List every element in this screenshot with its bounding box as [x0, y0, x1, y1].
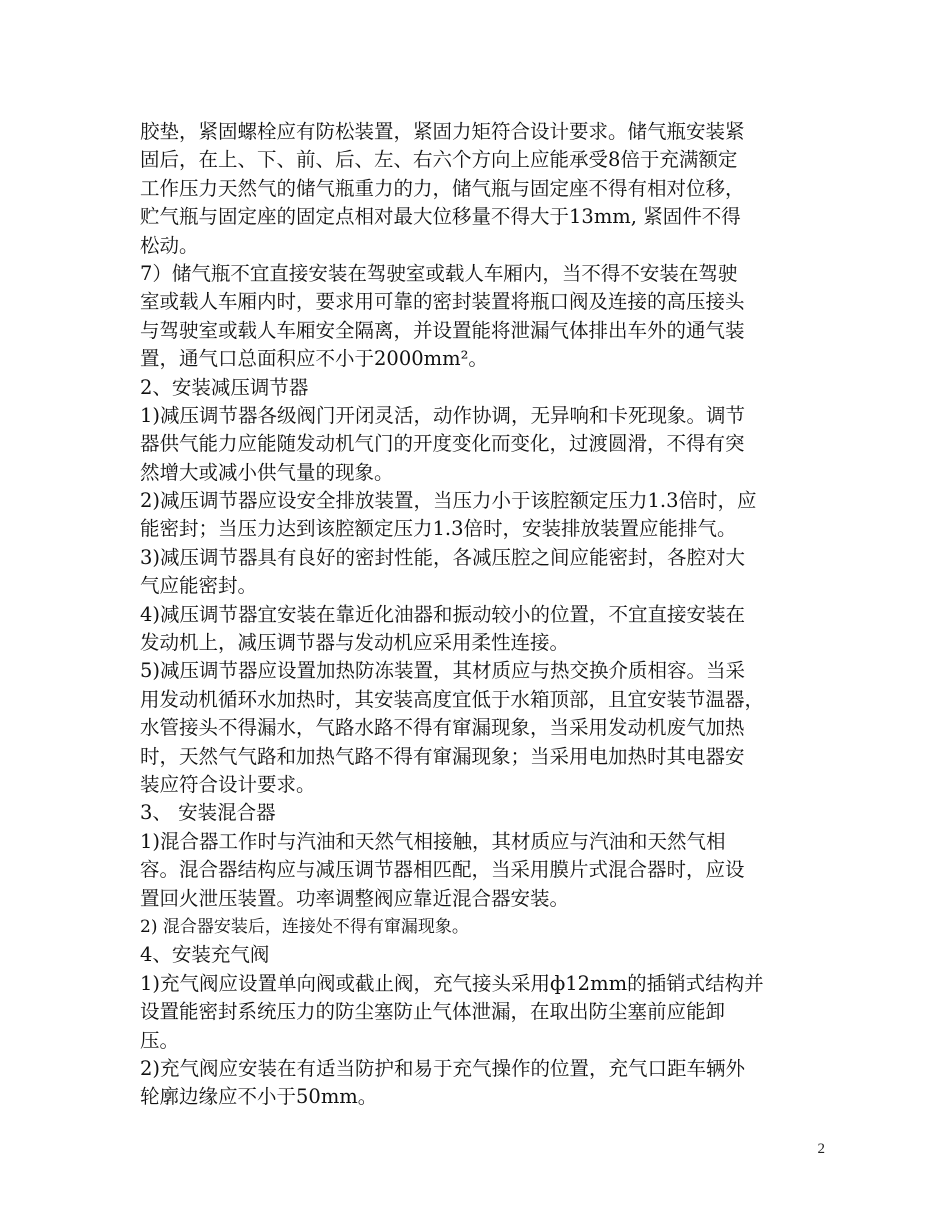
text-line: 用发动机循环水加热时，其安装高度宜低于水箱顶部，且宜安装节温器，: [140, 687, 765, 711]
text-line: 固后，在上、下、前、后、左、右六个方向上应能承受8倍于充满额定: [140, 148, 738, 172]
text-line: 时，天然气气路和加热气路不得有窜漏现象；当采用电加热时其电器安: [140, 744, 745, 768]
text-line: 1)混合器工作时与汽油和天然气相接触，其材质应与汽油和天然气相: [140, 829, 726, 853]
text-line: 水管接头不得漏水，气路水路不得有窜漏现象，当采用发动机废气加热: [140, 716, 745, 740]
text-line: 1)充气阀应设置单向阀或截止阀，充气接头采用ф12mm的插销式结构并: [140, 971, 764, 995]
paragraph: [140, 544, 830, 601]
paragraph: [140, 970, 830, 1055]
document-body: [140, 118, 830, 1112]
section-heading: [140, 941, 830, 969]
page-number: 2: [817, 1141, 825, 1157]
text-line: 设置能密封系统压力的防尘塞防止气体泄漏，在取出防尘塞前应能卸: [140, 1000, 726, 1024]
text-line: 2)充气阀应安装在有适当防护和易于充气操作的位置，充气口距车辆外: [140, 1056, 746, 1080]
paragraph: [140, 402, 830, 487]
text-line: 容。混合器结构应与减压调节器相匹配，当采用膜片式混合器时，应设: [140, 858, 745, 882]
text-line: 压。: [140, 1028, 180, 1052]
paragraph: [140, 913, 830, 941]
text-line: 气应能密封。: [140, 574, 258, 598]
text-line: 工作压力天然气的储气瓶重力的力，储气瓶与固定座不得有相对位移，: [140, 176, 745, 200]
text-line: 4)减压调节器宜安装在靠近化油器和振动较小的位置，不宜直接安装在: [140, 602, 746, 626]
text-line: 发动机上，减压调节器与发动机应采用柔性连接。: [140, 631, 570, 655]
paragraph: [140, 260, 830, 374]
paragraph: [140, 487, 830, 544]
paragraph: [140, 828, 830, 913]
paragraph: [140, 601, 830, 658]
text-line: 胶垫，紧固螺栓应有防松装置，紧固力矩符合设计要求。储气瓶安装紧: [140, 120, 745, 143]
text-line: 置，通气口总面积应不小于2000mm²。: [140, 347, 488, 371]
text-line: 能密封；当压力达到该腔额定压力1.3倍时，安装排放装置应能排气。: [140, 517, 737, 541]
text-line: 松动。: [140, 233, 199, 257]
text-line: 装应符合设计要求。: [140, 772, 316, 796]
paragraph: [140, 1055, 830, 1112]
text-line: 7）储气瓶不宜直接安装在驾驶室或载人车厢内，当不得不安装在驾驶: [140, 261, 738, 285]
text-line: 5)减压调节器应设置加热防冻装置，其材质应与热交换介质相容。当采: [140, 659, 746, 683]
paragraph: [140, 118, 830, 260]
text-line: 2) 混合器安装后，连接处不得有窜漏现象。: [140, 916, 469, 937]
text-line: 轮廓边缘应不小于50mm。: [140, 1085, 378, 1109]
paragraph: [140, 657, 830, 799]
text-line: 器供气能力应能随发动机气门的开度变化而变化，过渡圆滑，不得有突: [140, 432, 745, 456]
text-line: 4、安装充气阀: [140, 943, 270, 967]
section-heading: [140, 374, 830, 402]
text-line: 3)减压调节器具有良好的密封性能，各减压腔之间应能密封，各腔对大: [140, 545, 746, 569]
text-line: 与驾驶室或载人车厢安全隔离，并设置能将泄漏气体排出车外的通气装: [140, 318, 745, 342]
text-line: 2)减压调节器应设安全排放装置，当压力小于该腔额定压力1.3倍时，应: [140, 489, 757, 513]
text-line: 3、 安装混合器: [140, 801, 276, 825]
text-line: 置回火泄压装置。功率调整阀应靠近混合器安装。: [140, 886, 570, 910]
section-heading: [140, 799, 830, 827]
text-line: 然增大或减小供气量的现象。: [140, 460, 394, 484]
text-line: 室或载人车厢内时，要求用可靠的密封装置将瓶口阀及连接的高压接头: [140, 290, 745, 314]
text-line: 1)减压调节器各级阀门开闭灵活，动作协调，无异响和卡死现象。调节: [140, 403, 746, 427]
text-line: 2、安装减压调节器: [140, 375, 309, 399]
text-line: 贮气瓶与固定座的固定点相对最大位移量不得大于13mm, 紧固件不得: [140, 205, 741, 229]
